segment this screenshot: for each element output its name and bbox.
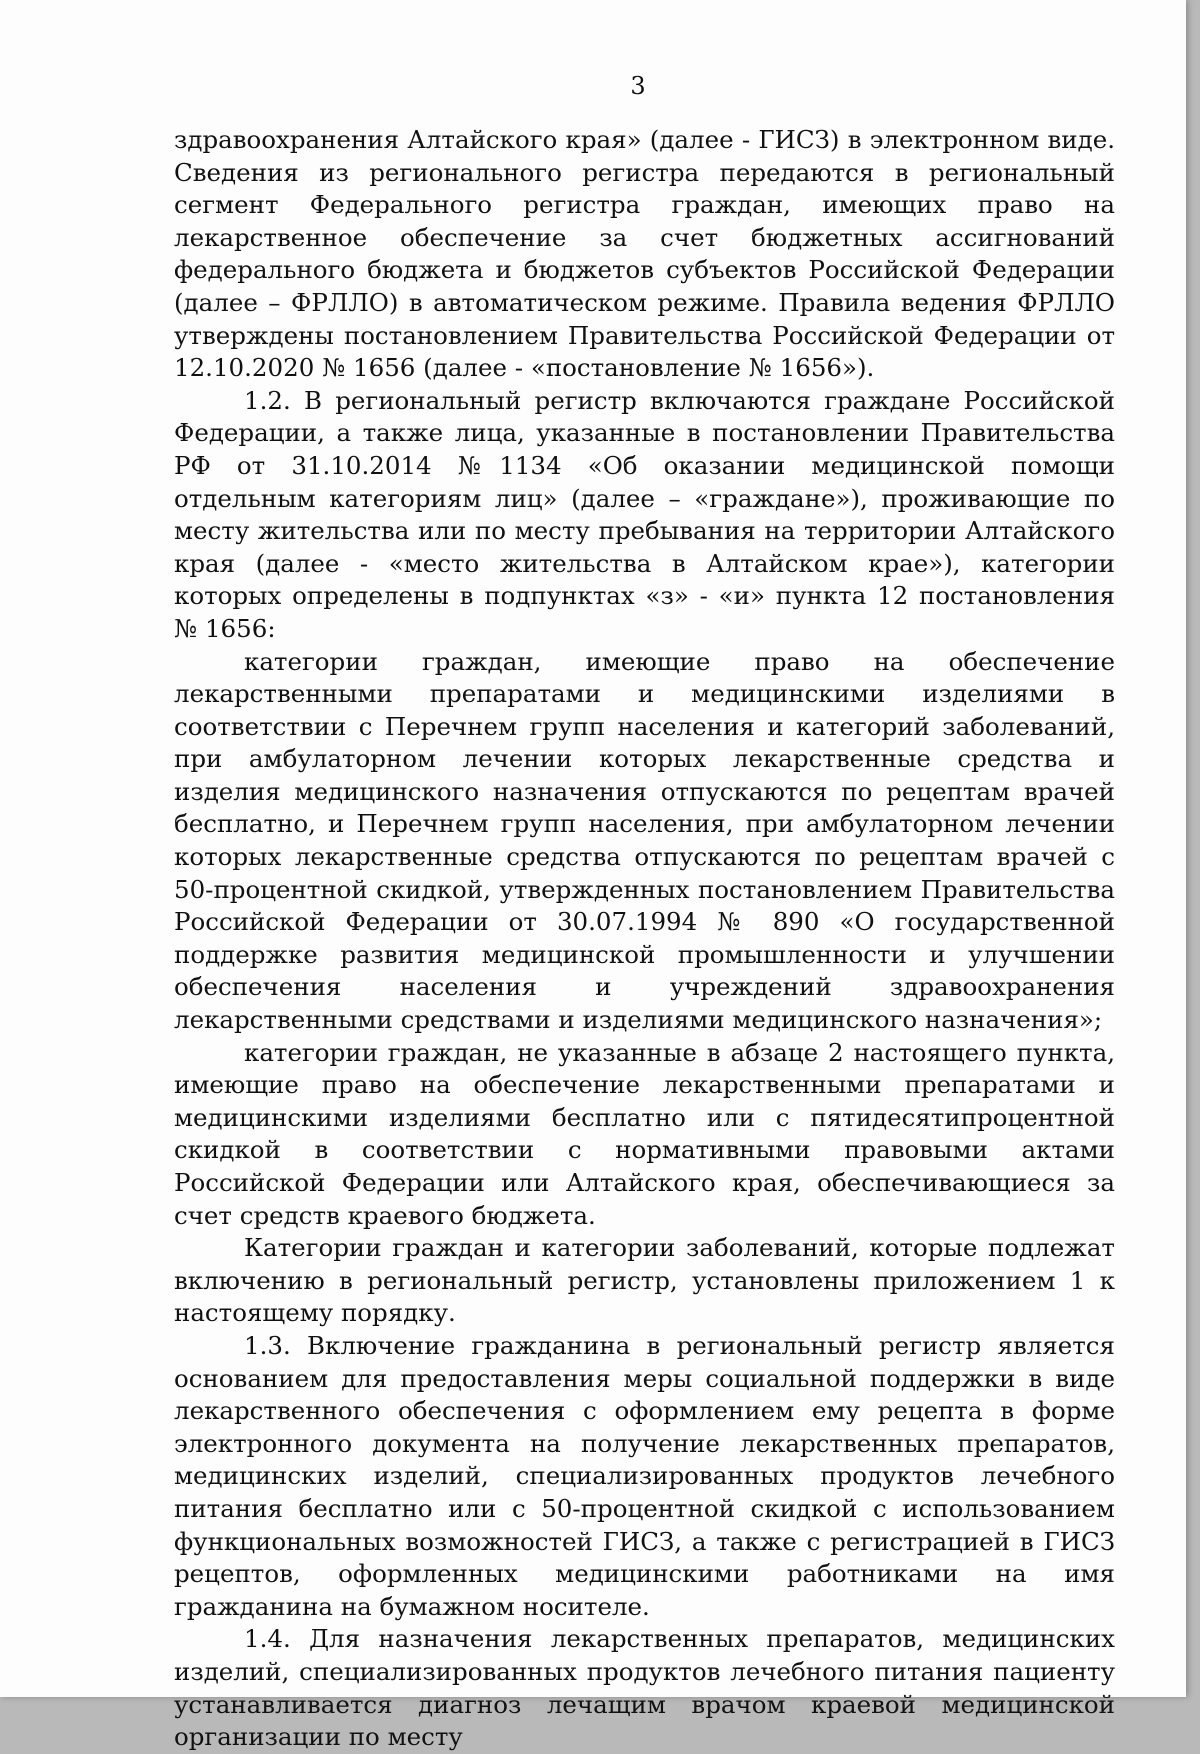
paragraph-categories-appendix: Категории граждан и категории заболеваний, которые подлежат включению в региональный регистр, установлены приложением 1 к настоящему порядку. (174, 1233, 1115, 1328)
paragraph-continuation: здравоохранения Алтайского края» (далее - ГИСЗ) в электронном виде. Сведения из регионального регистра передаются в региональный сегмент Федерального регистра граждан, имеющих право на лекарственное обеспечение за счет бюджетных ассигнований федерального бюджета и бюджетов субъектов Российской Федерации (далее – ФРЛЛО) в автоматическом режиме. Правила ведения ФРЛЛО утверждены постановлением Правительства Российской Федерации от 12.10.2020 № 1656 (далее - «постановление № 1656»). (174, 125, 1115, 383)
paragraph-category-regional: категории граждан, не указанные в абзаце 2 настоящего пункта, имеющие право на обеспечение лекарственными препаратами и медицинскими изделиями бесплатно или с пятидесятипроцентной скидкой в соответствии с нормативными правовыми актами Российской Федерации или Алтайского края, обеспечивающиеся за счет средств краевого бюджета. (174, 1037, 1115, 1230)
page-number: 3 (630, 72, 646, 100)
paragraph-category-federal: категории граждан, имеющие право на обеспечение лекарственными препаратами и медицинскими изделиями в соответствии с Перечнем групп населения и категорий заболеваний, при амбулаторном лечении которых лекарственные средства и изделия медицинского назначения отпускаются по рецептам врачей бесплатно, и Перечнем групп населения, при амбулаторном лечении которых лекарственные средства отпускаются по рецептам врачей с 50-процентной скидкой, утвержденных постановлением Правительства Российской Федерации от 30.07.1994 № 890 «О государственной поддержке развития медицинской промышленности и улучшении обеспечения населения и учреждений здравоохранения лекарственными средствами и изделиями медицинского назначения»; (174, 646, 1115, 1035)
paragraph-1-4: 1.4. Для назначения лекарственных препаратов, медицинских изделий, специализированных продуктов лечебного питания пациенту устанавливается диагноз лечащим врачом краевой медицинской организации по месту (174, 1624, 1115, 1752)
document-body (174, 124, 1115, 1754)
paragraph-1-2: 1.2. В региональный регистр включаются граждане Российской Федерации, а также лица, указанные в постановлении Правительства РФ от 31.10.2014 №1134 «Об оказании медицинской помощи отдельным категориям лиц» (далее – «граждане»), проживающие по месту жительства или по месту пребывания на территории Алтайского края (далее - «место жительства в Алтайском крае»), категории которых определены в подпунктах «з» - «и» пункта 12 постановления № 1656: (174, 385, 1115, 643)
paragraph-1-3: 1.3. Включение гражданина в региональный регистр является основанием для предоставления меры социальной поддержки в виде лекарственного обеспечения с оформлением ему рецепта в форме электронного документа на получение лекарственных препаратов, медицинских изделий, специализированных продуктов лечебного питания бесплатно или с 50-процентной скидкой с использованием функциональных возможностей ГИСЗ, а также с регистрацией в ГИСЗ рецептов, оформленных медицинскими работниками на имя гражданина на бумажном носителе. (174, 1330, 1115, 1621)
